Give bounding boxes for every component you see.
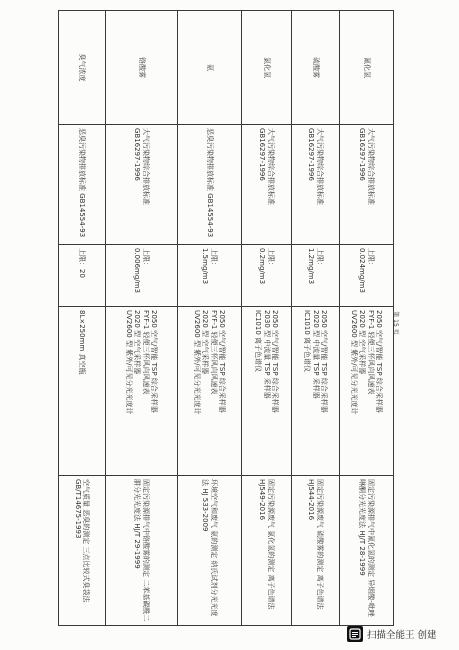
- instrument-cell: [178, 307, 242, 476]
- method-cell: 空气质量 恶臭的测定 三点比较式臭袋法 GB/T14675-1993: [59, 476, 106, 626]
- limit-cell: 上限：1.5mg/m3: [178, 245, 242, 307]
- instrument-line: 2050 空气/智能 TSP 综合采样器: [375, 310, 384, 413]
- table-row: [106, 11, 178, 626]
- instrument-line: 2050 空气/智能 TSP 综合采样器: [218, 310, 227, 413]
- page-number: 第 15 页: [392, 311, 399, 335]
- instrument-line: UV2600 型 紫外/可见分光光度计: [350, 310, 359, 415]
- instrument-line: 2020 型 空气采样器: [133, 310, 142, 375]
- limit-cell: 上限：0.006mg/m3: [106, 245, 178, 307]
- table-row: [292, 11, 340, 626]
- limit-cell: 上限：1.2mg/m3: [292, 245, 340, 307]
- limit-cell: 上限：0.024mg/m3: [340, 245, 394, 307]
- instrument-line: 2020 型 空气采样器: [358, 310, 367, 375]
- instrument-cell: [106, 307, 178, 476]
- pollutant-name: 铬酸雾: [106, 11, 178, 125]
- instrument-cell: [292, 307, 340, 476]
- instrument-line: 2050 空气/智能 TSP 综合采样器: [150, 310, 159, 413]
- instrument-line: 2030 型 中流量 TSP 采样器: [262, 310, 271, 399]
- instrument-line: 2020 型 空气采样器: [201, 310, 210, 375]
- instrument-cell: [59, 307, 106, 476]
- instrument-line: FYF-1 轻便三杯风向风速表: [366, 310, 375, 395]
- method-cell: 固定污染源废气 氯化氢的测定 离子色谱法 HJ549-2016: [242, 476, 292, 626]
- method-cell: 固定污染源废气 硫酸雾的测定 离子色谱法 HJ544-2016: [292, 476, 340, 626]
- rotated-table-wrapper: [59, 10, 394, 625]
- instrument-line: 8L×250mm 真空瓶: [78, 310, 87, 375]
- watermark-text: 扫描全能王 创建: [367, 630, 437, 641]
- table-row: [59, 11, 106, 626]
- pollutant-name: 氨: [178, 11, 242, 125]
- method-cell: 固定污染源排气中铬酸雾的测定 二苯基碳酰二肼分光光度法 HJ/T 29-1999: [106, 476, 178, 626]
- scanner-watermark: [347, 624, 455, 644]
- method-cell: 环境空气和废气 氨的测定 纳氏试剂分光光度法 HJ 533-2009: [178, 476, 242, 626]
- pollutant-name: 硫酸雾: [292, 11, 340, 125]
- standard-cell: 大气污染物综合排放标准 GB16297-1996: [340, 125, 394, 245]
- instrument-line: 2050 空气/智能 TSP 综合采样器: [271, 310, 280, 413]
- instrument-line: 2050 空气/智能 TSP 综合采样器: [320, 310, 329, 413]
- method-cell: 固定污染源排气中氰化氢的测定 异烟酸-吡唑啉酮分光光度法 HJ/T 28-1999: [340, 476, 394, 626]
- standard-cell: 恶臭污染物排放标准 GB14554-93: [59, 125, 106, 245]
- standard-cell: 大气污染物综合排放标准 GB16297-1996: [242, 125, 292, 245]
- instrument-line: FYF-1 轻便三杯风向风速表: [209, 310, 218, 395]
- pollutant-name: 氰化氢: [340, 11, 394, 125]
- instrument-line: FYF-1 轻便三杯风向风速表: [141, 310, 150, 395]
- instrument-line: UV2600 型 紫外/可见分光光度计: [193, 310, 202, 415]
- instrument-line: UV2600 型 紫外/可见分光光度计: [125, 310, 134, 415]
- table-row: [178, 11, 242, 626]
- pollutant-name: 臭气浓度: [59, 11, 106, 125]
- instrument-cell: [340, 307, 394, 476]
- instrument-line: 2020 型 中流量 TSP 采样器: [311, 310, 320, 399]
- instrument-line: IC1010 离子色谱仪: [254, 310, 263, 372]
- instrument-cell: [242, 307, 292, 476]
- pollutant-name: 氯化氢: [242, 11, 292, 125]
- table-row: [340, 11, 394, 626]
- monitoring-table: [58, 10, 394, 626]
- limit-cell: 上限：0.2mg/m3: [242, 245, 292, 307]
- table-row: [242, 11, 292, 626]
- standard-cell: 大气污染物综合排放标准 GB16297-1996: [106, 125, 178, 245]
- instrument-line: IC1010 离子色谱仪: [303, 310, 312, 372]
- camscanner-logo-icon: [347, 626, 363, 642]
- standard-cell: 恶臭污染物排放标准 GB14554-93: [178, 125, 242, 245]
- limit-cell: 上限：20: [59, 245, 106, 307]
- standard-cell: 大气污染物综合排放标准 GB16297-1996: [292, 125, 340, 245]
